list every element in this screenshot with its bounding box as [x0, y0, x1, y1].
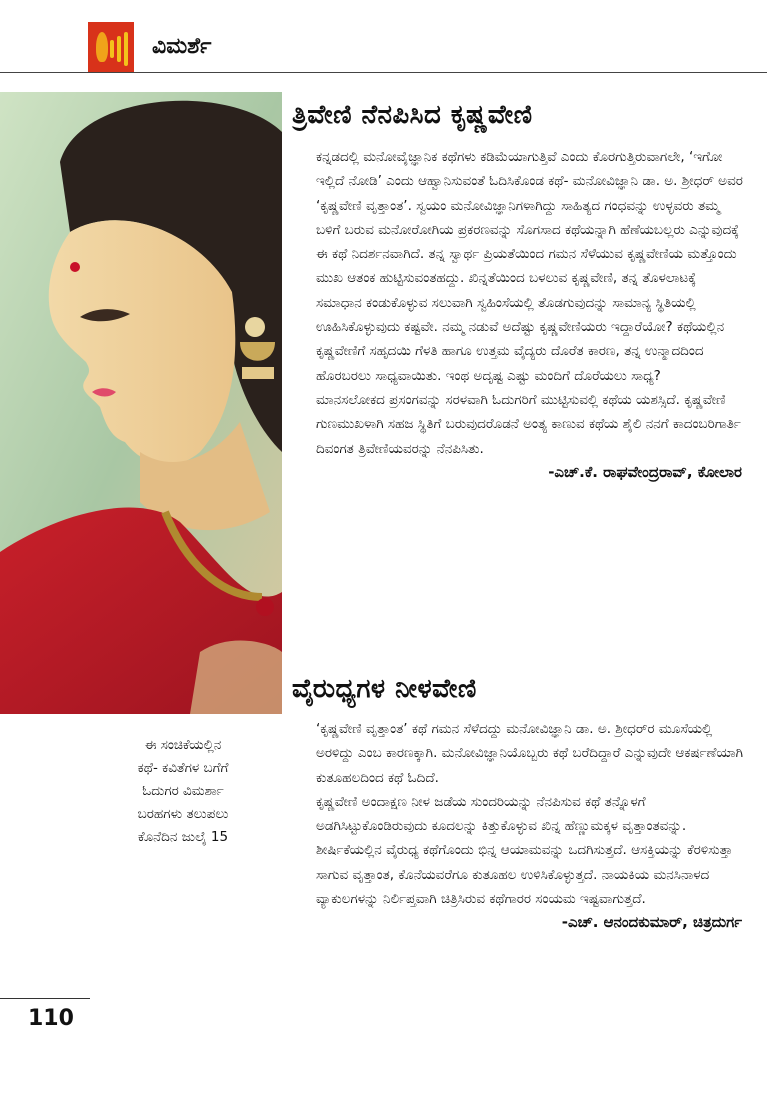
- article-paragraph: ‘ಕೃಷ್ಣವೇಣಿ ವೃತ್ತಾಂತ’ ಕಥೆ ಗಮನ ಸೆಳೆದದ್ದು ಮನೋವಿಜ್ಞಾನಿ ಡಾ. ಅ. ಶ್ರೀಧರ್‌ರ ಮೂಸೆಯಲ್ಲಿ ಅರಳಿದ್ದು ಎಂಬ ಕಾರಣಕ್ಕಾಗಿ. ಮನೋವಿಜ್ಞಾನಿಯೊಬ್ಬರು ಕಥೆ ಬರೆದಿದ್ದಾರೆ ಎನ್ನುವುದೇ ಆಕರ್ಷಣೆಯಾಗಿ ಕುತೂಹಲದಿಂದ ಕಥೆ ಓದಿದೆ.: [316, 721, 744, 786]
- header-divider: [0, 72, 767, 73]
- note-line: ಈ ಸಂಚಿಕೆಯಲ್ಲಿನ: [144, 737, 222, 753]
- article-title: ತ್ರಿವೇಣಿ ನೆನಪಿಸಿದ ಕೃಷ್ಣವೇಣಿ: [292, 100, 533, 130]
- note-line: ಕಥೆ- ಕವಿತೆಗಳ ಬಗೆಗೆ: [137, 760, 229, 776]
- note-line: ಕೊನೆದಿನ ಜುಲೈ 15: [137, 829, 229, 845]
- painting-illustration: [0, 92, 282, 714]
- article-body: [316, 717, 744, 911]
- note-line: ಬರಹಗಳು ತಲುಪಲು: [137, 806, 229, 822]
- article-body: [316, 145, 744, 461]
- note-line: ಓದುಗರ ವಿಮರ್ಶಾ: [142, 783, 224, 799]
- article-paragraph: ಕನ್ನಡದಲ್ಲಿ ಮನೋವೈಜ್ಞಾನಿಕ ಕಥೆಗಳು ಕಡಿಮೆಯಾಗುತ್ತಿವೆ ಎಂದು ಕೊರಗುತ್ತಿರುವಾಗಲೇ, ‘ಇಗೋ ಇಲ್ಲಿದೆ ನೋಡಿ’ ಎಂದು ಆಹ್ವಾನಿಸುವಂತೆ ಓದಿಸಿಕೊಂಡ ಕಥೆ- ಮನೋವಿಜ್ಞಾನಿ ಡಾ. ಅ. ಶ್ರೀಧರ್ ಅವರ ‘ಕೃಷ್ಣವೇಣಿ ವೃತ್ತಾಂತ’. ಸ್ವಯಂ ಮನೋವಿಜ್ಞಾನಿಗಳಾಗಿದ್ದು ಸಾಹಿತ್ಯದ ಗಂಧವನ್ನು ಉಳ್ಳವರು ತಮ್ಮ ಬಳಿಗೆ ಬರುವ ಮನೋರೋಗಿಯ ಪ್ರಕರಣವನ್ನು ಸೊಗಸಾದ ಕಥೆಯನ್ನಾಗಿ ಹೆಣೆಯಬಲ್ಲರು ಎನ್ನುವುದಕ್ಕೆ ಈ ಕಥೆ ನಿದರ್ಶನವಾಗಿದೆ. ತನ್ನ ಸ್ವಾರ್ಥ ಪ್ರಿಯತೆಯಿಂದ ಗಮನ ಸೆಳೆಯುವ ಕೃಷ್ಣವೇಣಿಯ ಮತ್ತೊಂದು ಮುಖ ಆತಂಕ ಹುಟ್ಟಿಸುವಂತಹದ್ದು. ಖಿನ್ನತೆಯಿಂದ ಬಳಲುವ ಕೃಷ್ಣವೇಣಿ, ತನ್ನ ತೊಳಲಾಟಕ್ಕೆ ಸಮಾಧಾನ ಕಂಡುಕೊಳ್ಳುವ ಸಲುವಾಗಿ ಸ್ವಹಿಂಸೆಯಲ್ಲಿ ತೊಡಗುವುದನ್ನು ಸಾಮಾನ್ಯ ಸ್ಥಿತಿಯಲ್ಲಿ ಊಹಿಸಿಕೊಳ್ಳುವುದು ಕಷ್ಟವೇ. ನಮ್ಮ ನಡುವೆ ಅದೆಷ್ಟು ಕೃಷ್ಣವೇಣಿಯರು ಇದ್ದಾರೆಯೋ? ಕಥೆಯಲ್ಲಿನ ಕೃಷ್ಣವೇಣಿಗೆ ಸಹೃದಯಿ ಗೆಳತಿ ಹಾಗೂ ಉತ್ತಮ ವೈದ್ಯರು ದೊರೆತ ಕಾರಣ, ತನ್ನ ಉನ್ಮಾದದಿಂದ ಹೊರಬರಲು ಸಾಧ್ಯವಾಯಿತು. ಇಂಥ ಅದೃಷ್ಟ ಎಷ್ಟು ಮಂದಿಗೆ ದೊರೆಯಲು ಸಾಧ್ಯ?: [316, 149, 743, 384]
- review-article-1: [292, 100, 752, 481]
- section-title: ವಿಮರ್ಶೆ: [152, 34, 212, 59]
- article-title: ವೈರುಧ್ಯಗಳ ನೀಳವೇಣಿ: [292, 674, 477, 704]
- submission-deadline-note: [108, 734, 258, 849]
- magazine-logo-icon: [88, 22, 134, 72]
- article-paragraph: ಮಾನಸಲೋಕದ ಪ್ರಸಂಗವನ್ನು ಸರಳವಾಗಿ ಓದುಗರಿಗೆ ಮುಟ್ಟಿಸುವಲ್ಲಿ ಕಥೆಯ ಯಶಸ್ಸಿದೆ. ಕೃಷ್ಣವೇಣಿ ಗುಣಮುಖಳಾಗಿ ಸಹಜ ಸ್ಥಿತಿಗೆ ಬರುವುದರೊಡನೆ ಅಂತ್ಯ ಕಾಣುವ ಕಥೆಯ ಶೈಲಿ ನನಗೆ ಕಾದಂಬರಿಗಾರ್ತಿ ದಿವಂಗತ ತ್ರಿವೇಣಿಯವರನ್ನು ನೆನಪಿಸಿತು.: [316, 391, 741, 457]
- reviewer-signature: -ಎಚ್. ಆನಂದಕುಮಾರ್, ಚಿತ್ರದುರ್ಗ: [561, 913, 742, 932]
- review-article-2: [292, 674, 752, 931]
- article-paragraph: ಕೃಷ್ಣವೇಣಿ ಅಂದಾಕ್ಷಣ ನೀಳ ಜಡೆಯ ಸುಂದರಿಯನ್ನು ನೆನಪಿಸುವ ಕಥೆ ತನ್ನೊಳಗೆ ಅಡಗಿಸಿಟ್ಟುಕೊಂಡಿರುವುದು ಕೂದಲನ್ನು ಕಿತ್ತುಕೊಳ್ಳುವ ಖಿನ್ನ ಹೆಣ್ಣುಮಕ್ಕಳ ವೃತ್ತಾಂತವನ್ನು. ಶೀರ್ಷಿಕೆಯಲ್ಲಿನ ವೈರುಧ್ಯ ಕಥೆಗೊಂದು ಭಿನ್ನ ಆಯಾಮವನ್ನು ಒದಗಿಸುತ್ತದೆ. ಆಸಕ್ತಿಯನ್ನು ಕೆರಳಿಸುತ್ತಾ ಸಾಗುವ ವೃತ್ತಾಂತ, ಕೊನೆಯವರೆಗೂ ಕುತೂಹಲ ಉಳಿಸಿಕೊಳ್ಳುತ್ತದೆ. ನಾಯಕಿಯ ಮನಸಿನಾಳದ ವ್ಯಾಕುಲಗಳನ್ನು ನಿರ್ಲಿಪ್ತವಾಗಿ ಚಿತ್ರಿಸಿರುವ ಕಥೆಗಾರರ ಸಂಯಮ ಇಷ್ಟವಾಗುತ್ತದೆ.: [316, 793, 733, 908]
- footer-divider: [0, 998, 90, 999]
- reviewer-signature: -ಎಚ್.ಕೆ. ರಾಘವೇಂದ್ರರಾವ್, ಕೋಲಾರ: [548, 462, 742, 481]
- page-number: 110: [28, 1006, 74, 1031]
